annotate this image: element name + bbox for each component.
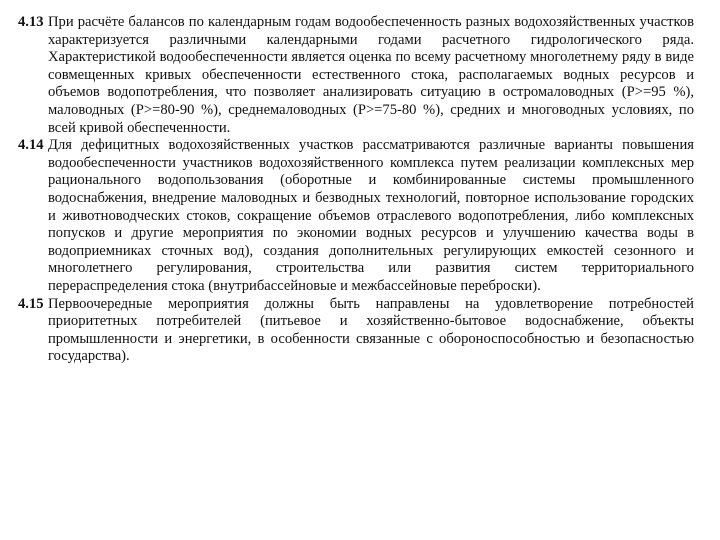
document-body (18, 14, 694, 366)
section-4-13 (18, 14, 694, 137)
section-text: Первоочередные мероприятия должны быть направлены на удовлетворение потребностей приоритетных потребителей (питьевое и хозяйственно-бытовое водоснабжение, объекты промышленности и энергетики, в особенности связанные с обороноспособностью и безопасностью государства). (48, 295, 694, 365)
section-text: При расчёте балансов по календарным годам водообеспеченность разных водохозяйственных участков характеризуется различными календарными годами расчетного гидрологического ряда. Характеристикой водообеспеченности является оценка по всему расчетному многолетнему ряду в виде совмещенных кривых обеспеченности естественного стока, располагаемых водных ресурсов и объемов водопотребления, что позволяет анализировать ситуацию в остромаловодных (Р>=95 %), маловодных (Р>=80-90 %), среднемаловодных (Р>=75-80 %), средних и многоводных условиях, по всей кривой обеспеченности. (48, 14, 694, 136)
section-text: Для дефицитных водохозяйственных участков рассматриваются различные варианты повышения водообеспеченности участников водохозяйственного комплекса путем реализации комплексных мер рационального водопользования (оборотные и комбинированные системы промышленного водоснабжения, внедрение маловодных и безводных технологий, повторное использование городских и животноводческих стоков, сокращение объемов отраслевого водопотребления, либо комплексных попусков и другие мероприятия по экономии водных ресурсов и улучшению качества воды в водоприемниках сточных вод), создания дополнительных регулирующих емкостей сезонного и многолетнего регулирования, строительства или развития систем территориального перераспределения стока (внутрибассейновые и межбассейновые переброски). (48, 137, 694, 294)
section-number: 4.15 (18, 295, 44, 312)
section-4-15 (18, 296, 694, 366)
section-4-14 (18, 137, 694, 295)
section-number: 4.14 (18, 137, 44, 154)
section-number: 4.13 (18, 14, 44, 30)
